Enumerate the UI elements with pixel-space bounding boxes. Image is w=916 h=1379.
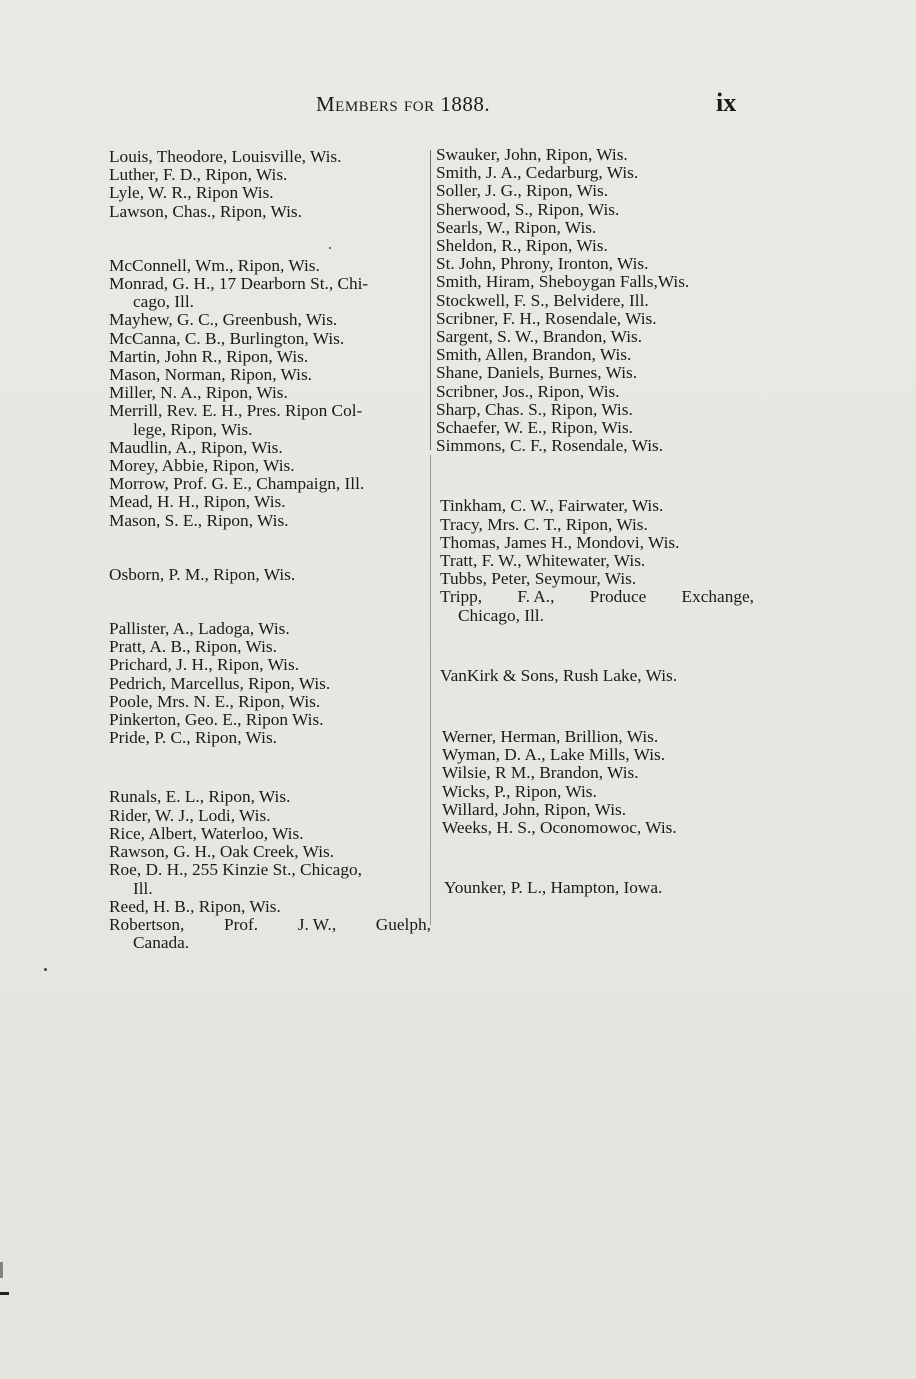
member-entry: Mason, S. E., Ripon, Wis. [109, 510, 289, 530]
entry-word: Guelph, [375, 914, 431, 934]
group-p [109, 620, 431, 747]
member-entry: Poole, Mrs. N. E., Ripon, Wis. [109, 691, 321, 711]
member-entry: Tracy, Mrs. C. T., Ripon, Wis. [440, 514, 648, 534]
member-entry: Younker, P. L., Hampton, Iowa. [444, 878, 663, 898]
member-entry: Pallister, A., Ladoga, Wis. [109, 619, 290, 639]
member-entry: Pinkerton, Geo. E., Ripon Wis. [109, 710, 324, 730]
member-entry: Wicks, P., Ripon, Wis. [442, 781, 597, 801]
member-entry-continuation: Ill. [133, 878, 153, 898]
member-entry: Mason, Norman, Ripon, Wis. [109, 365, 312, 385]
page-number: ix [716, 88, 737, 117]
member-entry: Miller, N. A., Ripon, Wis. [109, 383, 288, 403]
member-entry: Pedrich, Marcellus, Ripon, Wis. [109, 673, 331, 693]
member-entry [440, 588, 754, 606]
member-entry: Swauker, John, Ripon, Wis. [436, 145, 628, 164]
member-entry: Louis, Theodore, Louisville, Wis. [109, 147, 342, 166]
member-entry: Rawson, G. H., Oak Creek, Wis. [109, 842, 335, 862]
page-edge-mark [0, 1262, 3, 1278]
member-entry: Morrow, Prof. G. E., Champaign, Ill. [109, 474, 365, 494]
member-entry: Thomas, James H., Mondovi, Wis. [440, 532, 680, 552]
member-entry: Rice, Albert, Waterloo, Wis. [109, 823, 304, 843]
member-entry: Stockwell, F. S., Belvidere, Ill. [436, 290, 649, 310]
group-w [436, 728, 758, 837]
group-r [109, 788, 431, 952]
member-entry: Monrad, G. H., 17 Dearborn St., Chi- [109, 274, 369, 294]
member-entry: Lyle, W. R., Ripon Wis. [109, 183, 274, 203]
entry-word: Prof. [224, 914, 259, 934]
member-entry: Tubbs, Peter, Seymour, Wis. [440, 569, 637, 589]
member-entry: Sharp, Chas. S., Ripon, Wis. [436, 399, 633, 419]
left-column [109, 148, 431, 952]
member-entry: Wilsie, R M., Brandon, Wis. [442, 763, 639, 783]
member-entry: Pride, P. C., Ripon, Wis. [109, 728, 277, 748]
member-entry [109, 916, 431, 934]
ink-speck [44, 968, 47, 971]
page-edge-mark [0, 1292, 9, 1295]
group-m [109, 257, 431, 530]
entry-word: Robertson, [109, 914, 185, 934]
group-t [436, 497, 758, 624]
entry-word: Produce [589, 587, 647, 607]
member-entry: Soller, J. G., Ripon, Wis. [436, 181, 609, 201]
member-entry: Maudlin, A., Ripon, Wis. [109, 437, 283, 457]
member-entry: Scribner, F. H., Rosendale, Wis. [436, 308, 657, 328]
member-entry: Prichard, J. H., Ripon, Wis. [109, 655, 300, 675]
member-entry: Sherwood, S., Ripon, Wis. [436, 199, 620, 219]
running-title: Members for 1888. [316, 92, 491, 116]
entry-word: Tripp, [440, 587, 483, 607]
member-entry: Reed, H. B., Ripon, Wis. [109, 896, 281, 916]
member-entry: Rider, W. J., Lodi, Wis. [109, 805, 271, 825]
member-entry: Luther, F. D., Ripon, Wis. [109, 165, 288, 185]
ink-speck [329, 247, 331, 249]
member-entry: Pratt, A. B., Ripon, Wis. [109, 637, 277, 657]
member-entry: Tratt, F. W., Whitewater, Wis. [440, 551, 646, 571]
member-entry: Schaefer, W. E., Ripon, Wis. [436, 418, 634, 438]
group-l [109, 148, 431, 221]
entry-word: Exchange, [681, 587, 754, 607]
member-entry-continuation: lege, Ripon, Wis. [133, 419, 253, 439]
group-y [436, 879, 758, 897]
member-entry: Smith, J. A., Cedarburg, Wis. [436, 163, 639, 183]
member-entry-continuation: cago, Ill. [133, 292, 194, 312]
member-entry: Martin, John R., Ripon, Wis. [109, 346, 309, 366]
group-s [436, 146, 758, 455]
member-entry: Roe, D. H., 255 Kinzie St., Chicago, [109, 860, 362, 880]
right-column [436, 146, 758, 898]
member-entry: Mead, H. H., Ripon, Wis. [109, 492, 286, 512]
member-entry: Morey, Abbie, Ripon, Wis. [109, 456, 295, 476]
member-entry: Willard, John, Ripon, Wis. [442, 799, 627, 819]
member-entry: Wyman, D. A., Lake Mills, Wis. [442, 745, 666, 765]
group-o [109, 566, 431, 584]
member-entry: McCanna, C. B., Burlington, Wis. [109, 328, 345, 348]
member-entry-continuation: Chicago, Ill. [458, 605, 544, 625]
member-entry: Lawson, Chas., Ripon, Wis. [109, 201, 302, 221]
entry-word: J. W., [297, 914, 337, 934]
member-entry: Simmons, C. F., Rosendale, Wis. [436, 436, 664, 456]
member-entry-continuation: Canada. [133, 933, 190, 953]
member-entry: McConnell, Wm., Ripon, Wis. [109, 255, 320, 275]
member-entry: Sargent, S. W., Brandon, Wis. [436, 327, 643, 347]
entry-word: F. A., [517, 587, 555, 607]
member-entry: Runals, E. L., Ripon, Wis. [109, 787, 291, 807]
member-entry: Shane, Daniels, Burnes, Wis. [436, 363, 638, 383]
member-entry: Smith, Allen, Brandon, Wis. [436, 345, 632, 365]
member-entry: Werner, Herman, Brillion, Wis. [442, 727, 659, 747]
member-entry: Scribner, Jos., Ripon, Wis. [436, 381, 620, 401]
member-entry: Merrill, Rev. E. H., Pres. Ripon Col- [109, 401, 363, 421]
member-entry: Weeks, H. S., Oconomowoc, Wis. [442, 818, 677, 838]
member-entry: Smith, Hiram, Sheboygan Falls,Wis. [436, 272, 690, 292]
member-entry: VanKirk & Sons, Rush Lake, Wis. [440, 665, 678, 685]
member-entry: Mayhew, G. C., Greenbush, Wis. [109, 310, 338, 330]
member-entry: St. John, Phrony, Ironton, Wis. [436, 254, 649, 274]
member-entry: Tinkham, C. W., Fairwater, Wis. [440, 496, 664, 516]
member-entry: Searls, W., Ripon, Wis. [436, 217, 597, 237]
member-entry: Osborn, P. M., Ripon, Wis. [109, 564, 296, 584]
group-v [436, 667, 758, 685]
member-entry: Sheldon, R., Ripon, Wis. [436, 236, 608, 256]
